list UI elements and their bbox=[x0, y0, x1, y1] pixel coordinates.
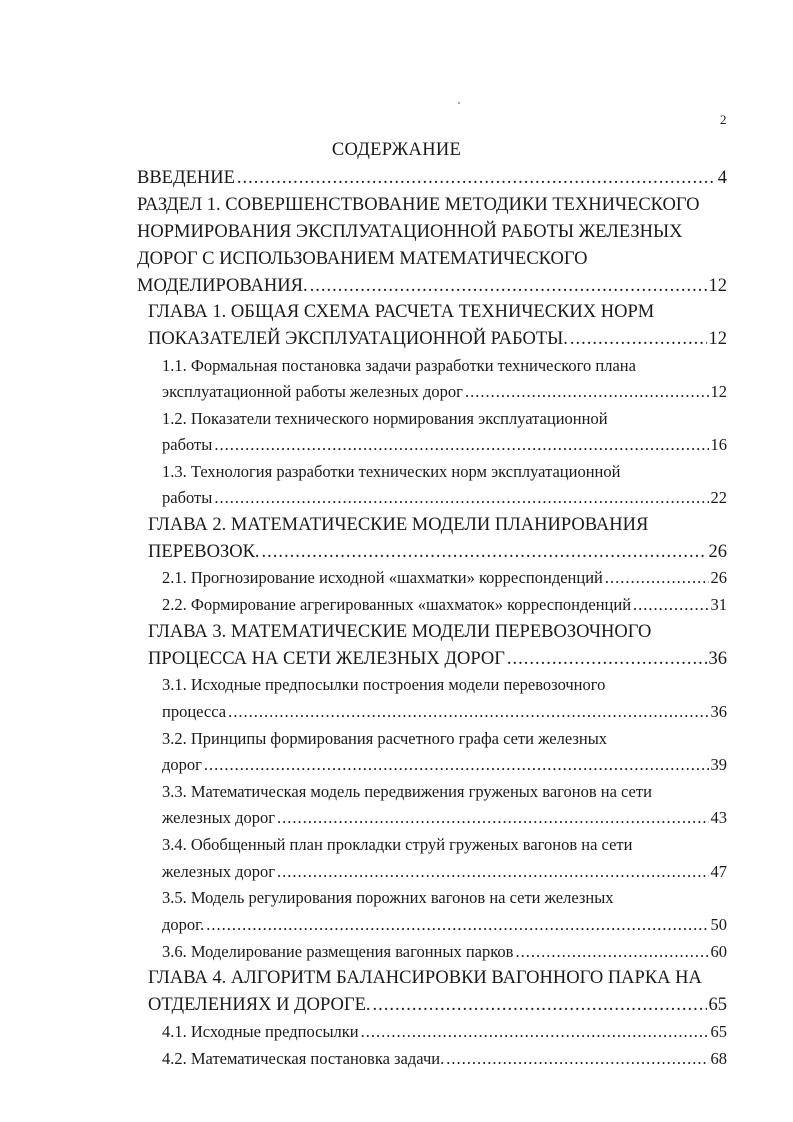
toc-entry-text: РАЗДЕЛ 1. СОВЕРШЕНСТВОВАНИЕ МЕТОДИКИ ТЕХНИЧЕСКОГО bbox=[137, 195, 700, 215]
toc-entry-text: НОРМИРОВАНИЯ ЭКСПЛУАТАЦИОННОЙ РАБОТЫ ЖЕЛЕЗНЫХ bbox=[137, 222, 683, 242]
toc-entry-text: эксплуатационной работы железных дорог bbox=[162, 382, 463, 401]
toc-entry-text: 2.2. Формирование агрегированных «шахматок» корреспонденций bbox=[162, 595, 632, 614]
toc-entry-last-line bbox=[162, 940, 727, 964]
toc-entry-text: железных дорог bbox=[162, 862, 275, 881]
toc-page-number: 60 bbox=[710, 942, 727, 961]
toc-entry-text: ПОКАЗАТЕЛЕЙ ЭКСПЛУАТАЦИОННОЙ РАБОТЫ. bbox=[148, 329, 568, 349]
toc-entry-text: 3.5. Модель регулирования порожних вагонов на сети железных bbox=[162, 888, 614, 907]
toc-entry-text: ГЛАВА 2. МАТЕМАТИЧЕСКИЕ МОДЕЛИ ПЛАНИРОВАНИЯ bbox=[148, 515, 649, 535]
toc-page-number: 47 bbox=[710, 862, 727, 881]
toc-entry-text: 3.3. Математическая модель передвижения груженых вагонов на сети bbox=[162, 782, 652, 801]
toc-entry-text: МОДЕЛИРОВАНИЯ. bbox=[137, 276, 308, 296]
toc-page-number: 65 bbox=[710, 1022, 727, 1041]
toc-entry-text: 4.2. Математическая постановка задачи. bbox=[162, 1049, 445, 1068]
toc-page-number: 12 bbox=[708, 329, 727, 349]
toc-entry-text: 3.4. Обобщенный план прокладки струй груженых вагонов на сети bbox=[162, 835, 633, 854]
dot-leader bbox=[277, 806, 709, 830]
toc-entry-last-line bbox=[148, 993, 727, 1017]
toc-entry-last-line bbox=[162, 753, 727, 777]
toc-entry-last-line bbox=[137, 274, 727, 298]
toc-page-number: 4 bbox=[717, 168, 727, 188]
toc-page-number: 16 bbox=[710, 435, 727, 454]
toc-entry-text: ОТДЕЛЕНИЯХ И ДОРОГЕ. bbox=[148, 995, 371, 1015]
dot-leader bbox=[633, 593, 708, 617]
dot-leader bbox=[361, 1020, 709, 1044]
dot-leader bbox=[206, 913, 708, 937]
dot-leader bbox=[465, 380, 709, 404]
toc-page-number: 68 bbox=[710, 1049, 727, 1068]
toc-page-number: 22 bbox=[710, 488, 727, 507]
toc-entry-text: ГЛАВА 3. МАТЕМАТИЧЕСКИЕ МОДЕЛИ ПЕРЕВОЗОЧНОГО bbox=[148, 622, 652, 642]
dot-leader bbox=[204, 753, 709, 777]
toc-entry-last-line bbox=[162, 913, 727, 937]
toc-entry-last-line bbox=[148, 540, 727, 564]
toc-page-number: 26 bbox=[708, 542, 727, 562]
toc-page-number: 50 bbox=[710, 915, 727, 934]
toc-entry-text: работы bbox=[162, 488, 213, 507]
toc-entry-text: 3.2. Принципы формирования расчетного графа сети железных bbox=[162, 729, 608, 748]
toc-entry-last-line bbox=[148, 647, 727, 671]
toc-page-number: 39 bbox=[710, 755, 727, 774]
toc-entry-last-line bbox=[162, 566, 727, 590]
toc-entry-text: ВВЕДЕНИЕ bbox=[137, 168, 235, 188]
toc-entry-text: 1.3. Технология разработки технических норм эксплуатационной bbox=[162, 462, 621, 481]
toc-page-number: 43 bbox=[710, 808, 727, 827]
toc-entry-text: 1.2. Показатели технического нормирования эксплуатационной bbox=[162, 409, 608, 428]
dot-leader bbox=[214, 486, 708, 510]
toc-entry-last-line bbox=[162, 700, 727, 724]
toc-entry-text: 2.1. Прогнозирование исходной «шахматки» корреспонденций bbox=[162, 568, 603, 587]
page-number: 2 bbox=[720, 112, 727, 127]
toc-page-number: 26 bbox=[710, 568, 727, 587]
toc-page-number: 65 bbox=[708, 995, 727, 1015]
toc-entry-text: дорог. bbox=[162, 915, 205, 934]
toc-entry-last-line bbox=[137, 166, 727, 190]
dot-leader bbox=[515, 940, 708, 964]
toc-entry-last-line bbox=[162, 860, 727, 884]
dot-leader bbox=[446, 1047, 708, 1071]
toc-entry-last-line bbox=[162, 593, 727, 617]
toc-entry-last-line bbox=[148, 327, 727, 351]
dot-leader bbox=[507, 647, 707, 671]
toc-entry-text: 3.1. Исходные предпосылки построения модели перевозочного bbox=[162, 675, 606, 694]
toc-entry-text: ПЕРЕВОЗОК. bbox=[148, 542, 260, 562]
dot-leader bbox=[310, 274, 707, 298]
toc-entry-text: ГЛАВА 4. АЛГОРИТМ БАЛАНСИРОВКИ ВАГОННОГО ПАРКА НА bbox=[148, 968, 702, 988]
dot-leader bbox=[373, 993, 707, 1017]
toc-page-number: 36 bbox=[710, 702, 727, 721]
toc-entry-last-line bbox=[162, 1020, 727, 1044]
toc-entry-text: ГЛАВА 1. ОБЩАЯ СХЕМА РАСЧЕТА ТЕХНИЧЕСКИХ НОРМ bbox=[148, 302, 655, 322]
toc-entry-text: ДОРОГ С ИСПОЛЬЗОВАНИЕМ МАТЕМАТИЧЕСКОГО bbox=[137, 249, 588, 269]
toc-entry-text: ПРОЦЕССА НА СЕТИ ЖЕЛЕЗНЫХ ДОРОГ bbox=[148, 649, 505, 669]
toc-page-number: 12 bbox=[708, 276, 727, 296]
toc-entry-text: работы bbox=[162, 435, 213, 454]
toc-entry-last-line bbox=[162, 380, 727, 404]
dot-leader bbox=[228, 700, 708, 724]
toc-page-number: 36 bbox=[708, 649, 727, 669]
dot-leader bbox=[214, 433, 708, 457]
toc-entry-last-line bbox=[162, 1047, 727, 1071]
toc-entry-last-line bbox=[162, 433, 727, 457]
toc-title: СОДЕРЖАНИЕ bbox=[331, 140, 462, 160]
dot-leader bbox=[237, 166, 716, 190]
toc-entry-last-line bbox=[162, 486, 727, 510]
dot-leader bbox=[277, 860, 709, 884]
toc-entry-text: железных дорог bbox=[162, 808, 275, 827]
dot-leader bbox=[262, 540, 707, 564]
toc-page-number: 31 bbox=[710, 595, 727, 614]
toc-page-number: 12 bbox=[710, 382, 727, 401]
dot-leader bbox=[605, 566, 709, 590]
toc-entry-last-line bbox=[162, 806, 727, 830]
toc-entry-text: дорог bbox=[162, 755, 202, 774]
dot-leader bbox=[570, 327, 707, 351]
toc-entry-text: 3.6. Моделирование размещения вагонных парков bbox=[162, 942, 514, 961]
toc-entry-text: 1.1. Формальная постановка задачи разработки технического плана bbox=[162, 356, 636, 375]
toc-entry-text: 4.1. Исходные предпосылки bbox=[162, 1022, 359, 1041]
toc-entry-text: процесса bbox=[162, 702, 227, 721]
